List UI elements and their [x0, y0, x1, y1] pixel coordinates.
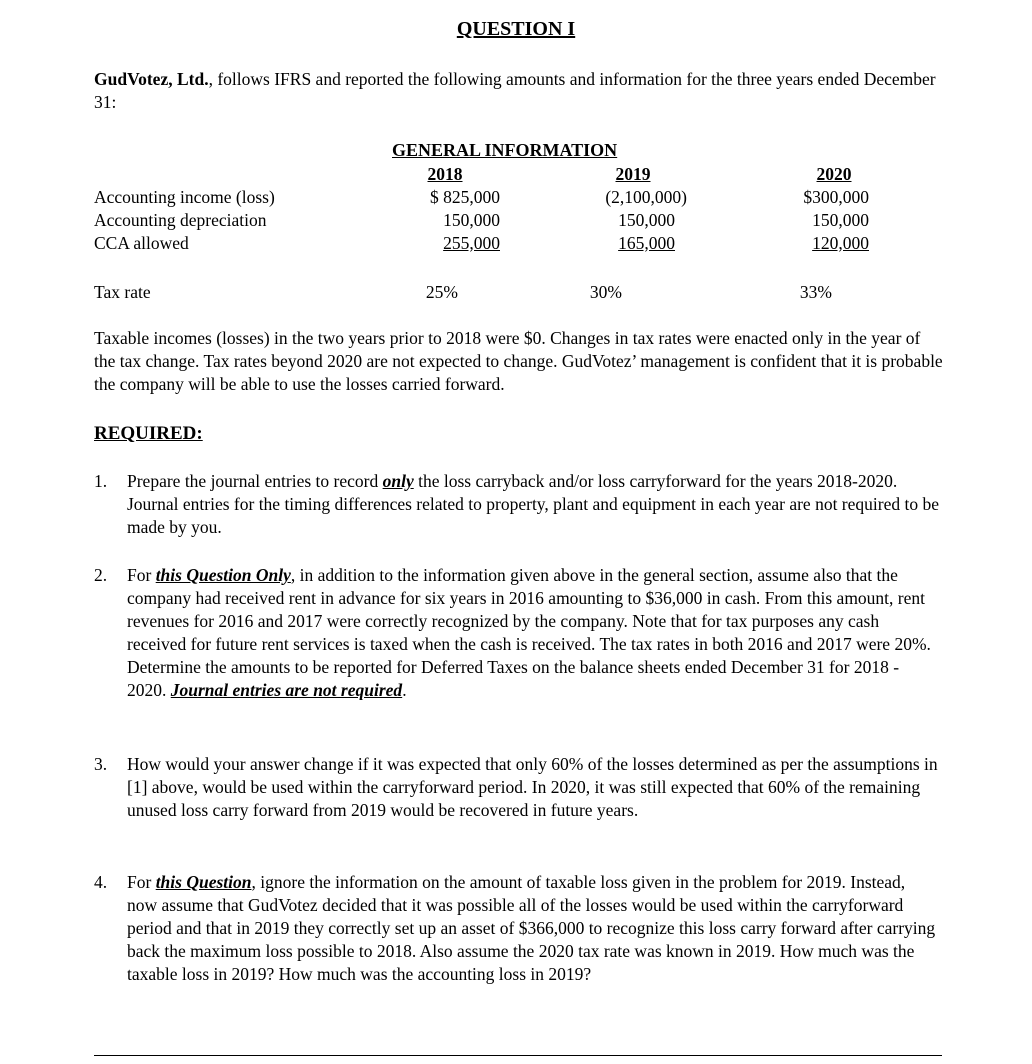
text-part: . [402, 680, 407, 700]
value-depreciation-2018: 150,000 [443, 210, 500, 230]
company-name: GudVotez, Ltd. [94, 69, 209, 89]
question-number: 4. [94, 872, 108, 892]
question-number: 1. [94, 471, 108, 491]
question-text [127, 564, 939, 702]
text-part: , in addition to the information given above in the general section, assume also that the company had received rent in advance for six years in 2016 amounting to $36,000 in cash. From this amount, rent revenues for 2016 and 2017 were correctly recognized by the company. Note that for tax purposes any cash received for future rent services is taxed when the cash is received. The tax rates in both 2016 and 2017 were 20%. Determine the amounts to be reported for Deferred Taxes on the balance sheets ended December 31 for 2018 - 2020. [127, 565, 931, 700]
year-header-2019: 2019 [615, 164, 651, 184]
general-info-title: GENERAL INFORMATION [392, 140, 618, 160]
required-heading: REQUIRED: [94, 423, 203, 444]
question-number: 2. [94, 565, 108, 585]
row-label-accounting-income: Accounting income (loss) [94, 187, 275, 207]
question-text [127, 871, 939, 986]
intro-text: , follows IFRS and reported the following amounts and information for the three years ended December 31: [94, 69, 936, 112]
tax-rate-2019: 30% [589, 282, 622, 302]
value-depreciation-2020: 150,000 [812, 210, 869, 230]
row-label-tax-rate: Tax rate [94, 282, 151, 302]
value-depreciation-2019: 150,000 [618, 210, 675, 230]
year-header-2020: 2020 [816, 164, 852, 184]
page-title: QUESTION I [456, 18, 576, 40]
text-part: Prepare the journal entries to record [127, 471, 383, 491]
emphasis-only: only [382, 471, 414, 491]
question-2 [94, 564, 939, 702]
question-4 [94, 871, 939, 986]
assumptions-paragraph: Taxable incomes (losses) in the two years prior to 2018 were $0. Changes in tax rates were enacted only in the year of the tax change. Tax rates beyond 2020 are not expected to change. GudVotez’ management is confident that it is probable the company will be able to use the losses carried forward. [94, 328, 943, 394]
emphasis-journal-entries-not-required: Journal entries are not required [170, 680, 403, 700]
question-text [127, 470, 939, 539]
tax-rate-2020: 33% [799, 282, 832, 302]
emphasis-this-question-only: this Question Only [155, 565, 291, 585]
value-cca-2018: 255,000 [443, 233, 500, 253]
text-part: For [127, 565, 156, 585]
text-part: the loss carryback and/or loss carryforward for the years 2018-2020. Journal entries for the timing differences related to property, plant and equipment in each year are not required to be made by you. [127, 471, 939, 537]
tax-rate-2018: 25% [425, 282, 458, 302]
question-3 [94, 753, 939, 822]
row-label-accounting-depreciation: Accounting depreciation [94, 210, 267, 230]
value-income-2018: $ 825,000 [430, 187, 500, 207]
intro-paragraph [94, 68, 944, 114]
value-income-2019: (2,100,000) [605, 187, 687, 207]
question-number: 3. [94, 754, 108, 774]
row-label-cca-allowed: CCA allowed [94, 233, 189, 253]
emphasis-this-question: this Question [155, 872, 252, 892]
footer-divider [94, 1055, 942, 1056]
value-income-2020: $300,000 [803, 187, 869, 207]
value-cca-2020: 120,000 [812, 233, 869, 253]
text-part: For [127, 872, 156, 892]
question-text: How would your answer change if it was expected that only 60% of the losses determined as per the assumptions in [1] above, would be used within the carryforward period. In 2020, it was still expected that 60% of the remaining unused loss carry forward from 2019 would be recovered in future years. [127, 754, 938, 820]
question-1 [94, 470, 939, 539]
year-header-2018: 2018 [427, 164, 463, 184]
value-cca-2019: 165,000 [618, 233, 675, 253]
text-part: , ignore the information on the amount of taxable loss given in the problem for 2019. Instead, now assume that GudVotez decided that it was possible all of the losses would be used within the carryforward period and that in 2019 they correctly set up an asset of $366,000 to recognize this loss carry forward after carrying back the maximum loss possible to 2018. Also assume the 2020 tax rate was known in 2019. How much was the taxable loss in 2019? How much was the accounting loss in 2019? [127, 872, 936, 984]
